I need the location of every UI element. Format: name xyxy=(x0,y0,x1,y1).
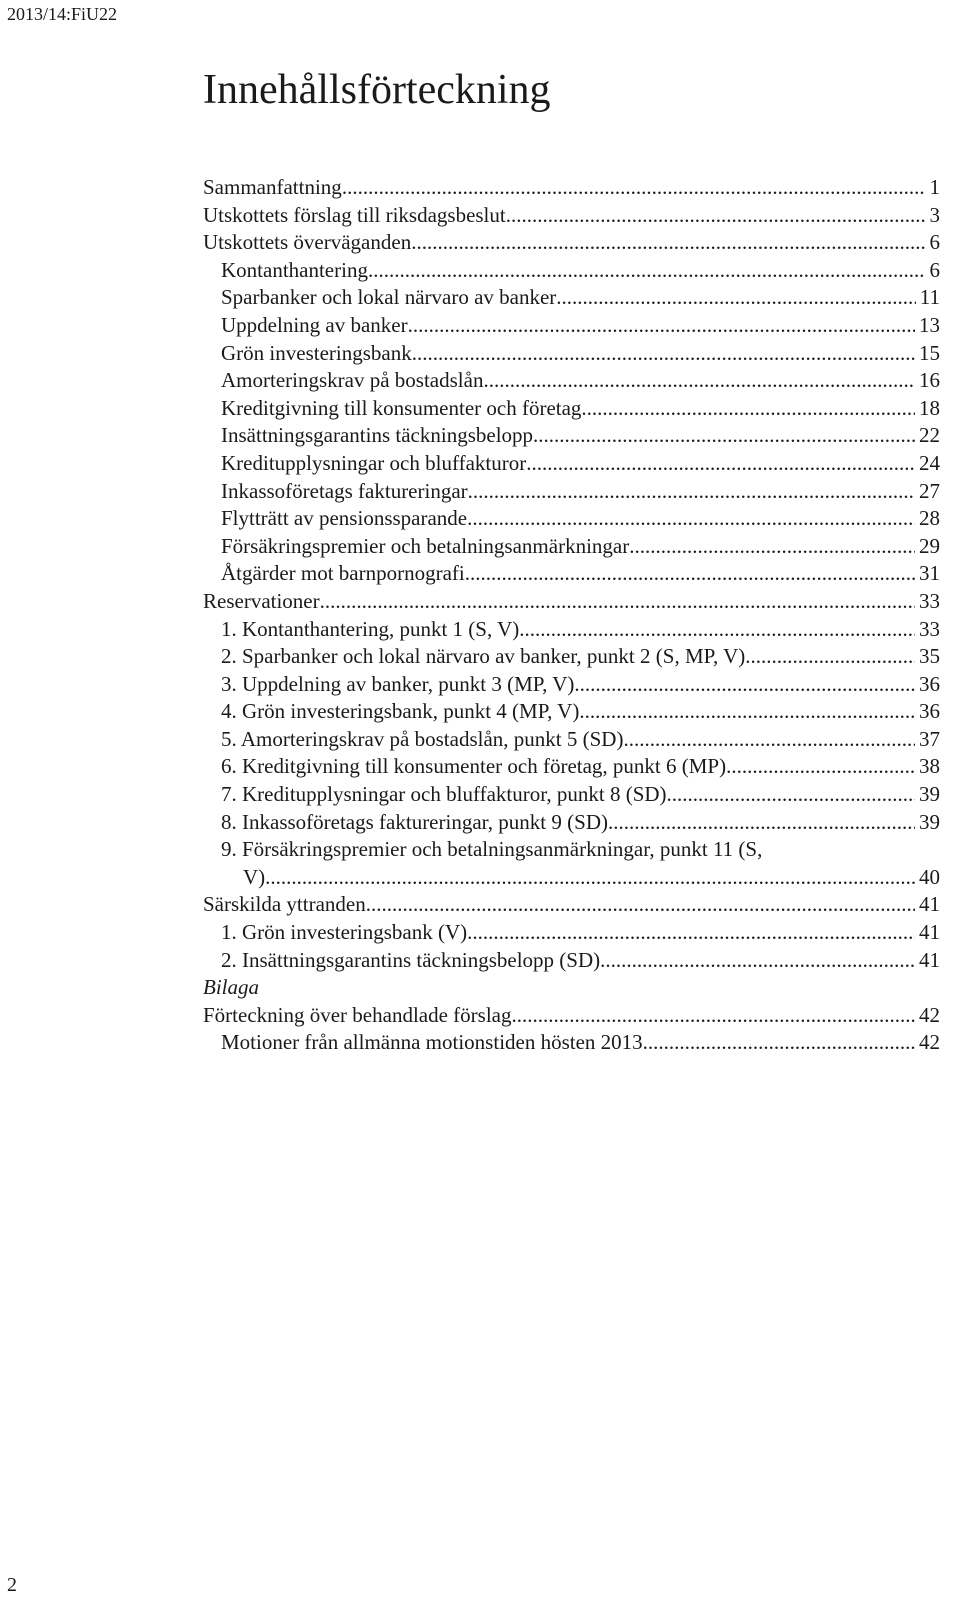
toc-entry[interactable] xyxy=(203,340,940,368)
toc-entry-title: 6. Kreditgivning till konsumenter och företag, punkt 6 (MP) xyxy=(221,754,727,779)
toc-entry-page: 31 xyxy=(919,561,940,586)
toc-entry[interactable] xyxy=(203,809,940,837)
toc-entry-title: 2. Insättningsgarantins täckningsbelopp (SD) xyxy=(221,947,601,972)
toc-leader-dots xyxy=(608,809,915,837)
toc-entry-title: Motioner från allmänna motionstiden hösten 2013 xyxy=(221,1030,643,1055)
toc-entry[interactable] xyxy=(203,947,940,975)
appendix-label: Bilaga xyxy=(203,975,259,1000)
page-title: Innehållsförteckning xyxy=(203,67,551,113)
toc-entry[interactable] xyxy=(203,505,940,533)
toc-leader-dots xyxy=(526,450,915,478)
toc-entry[interactable] xyxy=(203,229,940,257)
toc-leader-dots xyxy=(506,202,926,230)
toc-entry-title: Flytträtt av pensionssparande xyxy=(221,506,468,531)
toc-entry-page: 29 xyxy=(919,533,940,558)
toc-entry-page: 40 xyxy=(919,864,940,889)
toc-entry-title: Amorteringskrav på bostadslån xyxy=(221,368,484,393)
toc-entry-page: 6 xyxy=(929,230,940,255)
toc-entry[interactable] xyxy=(203,698,940,726)
toc-entry-page: 15 xyxy=(919,340,940,365)
toc-leader-dots xyxy=(556,284,915,312)
toc-entry-title: Inkassoföretags faktureringar xyxy=(221,478,468,503)
toc-leader-dots xyxy=(265,864,915,892)
toc-entry-page: 42 xyxy=(919,1002,940,1027)
toc-entry-page: 35 xyxy=(919,644,940,669)
toc-leader-dots xyxy=(366,891,915,919)
toc-entry-page: 33 xyxy=(919,616,940,641)
toc-entry-page: 3 xyxy=(929,202,940,227)
page-number: 2 xyxy=(7,1574,17,1596)
toc-entry-title: 7. Kreditupplysningar och bluffakturor, punkt 8 (SD) xyxy=(221,782,667,807)
toc-entry[interactable] xyxy=(203,919,940,947)
toc-entry[interactable] xyxy=(203,450,940,478)
toc-statements-group xyxy=(203,891,940,974)
toc-entry-page: 11 xyxy=(919,285,940,310)
toc-leader-dots xyxy=(519,616,915,644)
toc-entry-page: 1 xyxy=(929,175,940,199)
toc-entry-page: 39 xyxy=(919,782,940,807)
toc-leader-dots xyxy=(467,505,915,533)
toc-entry-page: 36 xyxy=(919,671,940,696)
toc-entry[interactable] xyxy=(203,533,940,561)
document-id: 2013/14:FiU22 xyxy=(7,4,118,24)
toc-leader-dots xyxy=(574,671,915,699)
toc-leader-dots xyxy=(667,781,915,809)
toc-leader-dots xyxy=(467,919,915,947)
toc-entry-title: Uppdelning av banker xyxy=(221,312,408,337)
toc-entry-title: 9. Försäkringspremier och betalningsanmärkningar, punkt 11 (S, xyxy=(221,837,763,862)
toc-entry[interactable] xyxy=(203,588,940,616)
toc-entry-page: 18 xyxy=(919,395,940,420)
toc-leader-dots xyxy=(368,257,926,285)
toc-entry-title: 8. Inkassoföretags faktureringar, punkt 9 (SD) xyxy=(221,809,608,834)
toc-leader-dots xyxy=(411,229,925,257)
toc-entry-title: Kreditupplysningar och bluffakturor xyxy=(221,450,527,475)
toc-leader-dots xyxy=(629,533,915,561)
toc-entry[interactable] xyxy=(203,616,940,644)
toc-leader-dots xyxy=(745,643,915,671)
toc-entry[interactable] xyxy=(203,478,940,506)
toc-entry[interactable] xyxy=(203,891,940,919)
toc-entry-title: 3. Uppdelning av banker, punkt 3 (MP, V) xyxy=(221,671,575,696)
toc-leader-dots xyxy=(412,340,915,368)
toc-leader-dots xyxy=(465,560,915,588)
toc-entry-title: Kreditgivning till konsumenter och företag xyxy=(221,395,582,420)
toc-entry-title: Särskilda yttranden xyxy=(203,892,366,917)
toc-entry[interactable] xyxy=(203,202,940,230)
toc-entry-title: 4. Grön investeringsbank, punkt 4 (MP, V) xyxy=(221,699,580,724)
toc-entry[interactable] xyxy=(203,1029,940,1057)
toc-entry-page: 33 xyxy=(919,588,940,613)
toc-entry[interactable] xyxy=(203,174,940,202)
toc-leader-dots xyxy=(320,588,915,616)
toc-entry-title: Grön investeringsbank xyxy=(221,340,412,365)
toc-entry-page: 38 xyxy=(919,754,940,779)
toc-entry-page: 42 xyxy=(919,1030,940,1055)
toc-leader-dots xyxy=(600,947,915,975)
toc-leader-dots xyxy=(408,312,915,340)
toc-entry[interactable] xyxy=(203,367,940,395)
toc-entry-title: Åtgärder mot barnpornografi xyxy=(221,561,465,586)
toc-leader-dots xyxy=(483,367,915,395)
toc-entry-page: 37 xyxy=(919,726,940,751)
toc-leader-dots xyxy=(726,753,915,781)
toc-entry-page: 22 xyxy=(919,423,940,448)
toc-entry-title: Kontanthantering xyxy=(221,257,368,282)
toc-entry[interactable] xyxy=(203,753,940,781)
toc-entry-title: Insättningsgarantins täckningsbelopp xyxy=(221,423,534,448)
toc-entry-title: Utskottets överväganden xyxy=(203,230,412,255)
toc-entry-page: 6 xyxy=(929,257,940,282)
toc-entry-title: Sammanfattning xyxy=(203,175,342,199)
toc-leader-dots xyxy=(623,726,915,754)
toc-entry[interactable] xyxy=(203,671,940,699)
toc-entry-title: 2. Sparbanker och lokal närvaro av banker, punkt 2 (S, MP, V) xyxy=(221,644,746,669)
toc-entry-title: Försäkringspremier och betalningsanmärkningar xyxy=(221,533,630,558)
toc-leader-dots xyxy=(581,395,915,423)
table-of-contents xyxy=(203,174,940,1057)
toc-leader-dots xyxy=(342,174,926,202)
toc-entry-title: 1. Grön investeringsbank (V) xyxy=(221,920,468,945)
toc-entry[interactable] xyxy=(203,312,940,340)
toc-entry[interactable] xyxy=(203,726,940,754)
toc-entry-title: Reservationer xyxy=(203,588,320,613)
toc-entry[interactable] xyxy=(203,257,940,285)
toc-entry-page: 16 xyxy=(919,368,940,393)
toc-entry[interactable] xyxy=(203,836,940,891)
toc-entry-page: 24 xyxy=(919,450,940,475)
toc-entry-title-continued: V) xyxy=(243,864,266,889)
toc-leader-dots xyxy=(579,698,915,726)
toc-main-group xyxy=(203,174,940,836)
toc-entry-title: Sparbanker och lokal närvaro av banker xyxy=(221,285,557,310)
toc-entry-page: 27 xyxy=(919,478,940,503)
toc-entry[interactable] xyxy=(203,781,940,809)
toc-entry[interactable] xyxy=(203,395,940,423)
toc-entry[interactable] xyxy=(203,1002,940,1030)
toc-entry-page: 39 xyxy=(919,809,940,834)
toc-entry[interactable] xyxy=(203,643,940,671)
toc-entry[interactable] xyxy=(203,422,940,450)
toc-leader-dots xyxy=(511,1002,915,1030)
toc-entry-page: 41 xyxy=(919,920,940,945)
toc-leader-dots xyxy=(468,478,915,506)
toc-entry-title: 1. Kontanthantering, punkt 1 (S, V) xyxy=(221,616,520,641)
toc-leader-dots xyxy=(643,1029,915,1057)
toc-entry-title: Förteckning över behandlade förslag xyxy=(203,1002,512,1027)
toc-entry[interactable] xyxy=(203,560,940,588)
toc-entry-page: 13 xyxy=(919,312,940,337)
toc-entry-page: 41 xyxy=(919,947,940,972)
toc-entry[interactable] xyxy=(203,284,940,312)
toc-entry-title: 5. Amorteringskrav på bostadslån, punkt 5 (SD) xyxy=(221,726,624,751)
toc-leader-dots xyxy=(533,422,915,450)
toc-entry-page: 28 xyxy=(919,506,940,531)
toc-appendix-group xyxy=(203,1002,940,1057)
toc-entry-title: Utskottets förslag till riksdagsbeslut xyxy=(203,202,506,227)
toc-entry-page: 41 xyxy=(919,892,940,917)
toc-entry-page: 36 xyxy=(919,699,940,724)
